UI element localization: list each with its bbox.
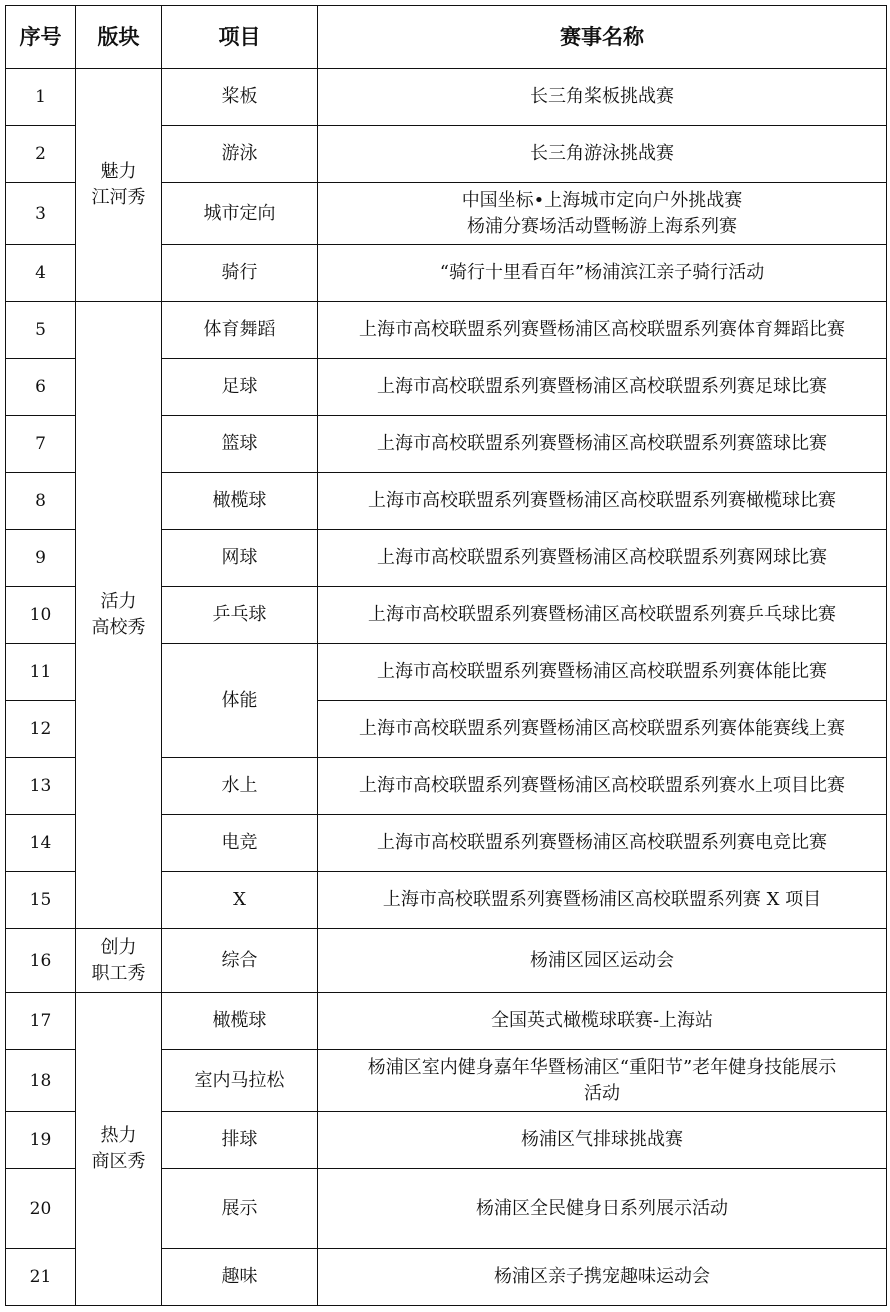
header-section: 版块 — [76, 6, 162, 69]
event-name-line: 杨浦区室内健身嘉年华暨杨浦区“重阳节”老年健身技能展示 — [367, 1056, 837, 1078]
section-label: 魅力 江河秀 — [91, 161, 146, 208]
event-name: 上海市高校联盟系列赛暨杨浦区高校联盟系列赛电竞比赛 — [318, 815, 887, 872]
row-number: 3 — [6, 183, 76, 245]
row-number: 6 — [6, 359, 76, 416]
event-name: 全国英式橄榄球联赛-上海站 — [318, 993, 887, 1050]
row-number: 7 — [6, 416, 76, 473]
header-item: 项目 — [162, 6, 318, 69]
section-label: 创力 职工秀 — [91, 936, 146, 984]
row-number: 17 — [6, 993, 76, 1050]
item-cell: 水上 — [162, 758, 318, 815]
item-cell: 足球 — [162, 359, 318, 416]
item-cell: 乒乓球 — [162, 587, 318, 644]
event-name: 上海市高校联盟系列赛暨杨浦区高校联盟系列赛网球比赛 — [318, 530, 887, 587]
item-cell: 橄榄球 — [162, 993, 318, 1050]
event-name: 杨浦区气排球挑战赛 — [318, 1112, 887, 1169]
event-name: 上海市高校联盟系列赛暨杨浦区高校联盟系列赛篮球比赛 — [318, 416, 887, 473]
event-name: 上海市高校联盟系列赛暨杨浦区高校联盟系列赛橄榄球比赛 — [318, 473, 887, 530]
event-name: 上海市高校联盟系列赛暨杨浦区高校联盟系列赛水上项目比赛 — [318, 758, 887, 815]
event-name: 上海市高校联盟系列赛暨杨浦区高校联盟系列赛体能比赛 — [318, 644, 887, 701]
row-number: 15 — [6, 872, 76, 929]
header-row — [6, 6, 887, 69]
events-table — [5, 5, 887, 1306]
section-label: 活力 高校秀 — [91, 591, 146, 638]
row-number: 9 — [6, 530, 76, 587]
row-number: 20 — [6, 1169, 76, 1249]
row-number: 18 — [6, 1050, 76, 1112]
item-cell: 体能 — [162, 644, 318, 758]
event-name: “骑行十里看百年”杨浦滨江亲子骑行活动 — [318, 245, 887, 302]
event-name: 长三角桨板挑战赛 — [318, 69, 887, 126]
row-number: 14 — [6, 815, 76, 872]
item-cell: 骑行 — [162, 245, 318, 302]
section-label: 热力 商区秀 — [91, 1125, 146, 1172]
item-cell: 网球 — [162, 530, 318, 587]
item-cell: 游泳 — [162, 126, 318, 183]
table-row — [6, 993, 887, 1050]
row-number: 10 — [6, 587, 76, 644]
table-row — [6, 69, 887, 126]
item-cell: 桨板 — [162, 69, 318, 126]
event-name-line: 杨浦分赛场活动暨畅游上海系列赛 — [467, 215, 737, 237]
event-name: 长三角游泳挑战赛 — [318, 126, 887, 183]
item-cell: 排球 — [162, 1112, 318, 1169]
item-cell: 城市定向 — [162, 183, 318, 245]
event-name-line: 中国坐标•上海城市定向户外挑战赛 — [461, 189, 743, 211]
event-name: 上海市高校联盟系列赛暨杨浦区高校联盟系列赛体能赛线上赛 — [318, 701, 887, 758]
item-cell: 趣味 — [162, 1249, 318, 1306]
header-no: 序号 — [6, 6, 76, 69]
row-number: 13 — [6, 758, 76, 815]
row-number: 16 — [6, 929, 76, 993]
event-name: 杨浦区园区运动会 — [318, 929, 887, 993]
event-name: 杨浦区亲子携宠趣味运动会 — [318, 1249, 887, 1306]
item-cell: X — [162, 872, 318, 929]
item-cell: 展示 — [162, 1169, 318, 1249]
row-number: 11 — [6, 644, 76, 701]
event-name: 上海市高校联盟系列赛暨杨浦区高校联盟系列赛乒乓球比赛 — [318, 587, 887, 644]
row-number: 1 — [6, 69, 76, 126]
row-number: 2 — [6, 126, 76, 183]
section-cell — [76, 69, 162, 302]
item-cell: 橄榄球 — [162, 473, 318, 530]
table-row — [6, 929, 887, 993]
header-name: 赛事名称 — [318, 6, 887, 69]
event-name: 上海市高校联盟系列赛暨杨浦区高校联盟系列赛体育舞蹈比赛 — [318, 302, 887, 359]
event-name: 杨浦区全民健身日系列展示活动 — [318, 1169, 887, 1249]
row-number: 19 — [6, 1112, 76, 1169]
table-row — [6, 302, 887, 359]
item-cell: 篮球 — [162, 416, 318, 473]
item-cell: 综合 — [162, 929, 318, 993]
event-name-line: 活动 — [584, 1082, 620, 1104]
item-cell: 体育舞蹈 — [162, 302, 318, 359]
section-cell — [76, 993, 162, 1306]
event-name: 上海市高校联盟系列赛暨杨浦区高校联盟系列赛 X 项目 — [318, 872, 887, 929]
item-cell: 电竞 — [162, 815, 318, 872]
event-name — [318, 1050, 887, 1112]
row-number: 8 — [6, 473, 76, 530]
event-name — [318, 183, 887, 245]
item-cell: 室内马拉松 — [162, 1050, 318, 1112]
row-number: 12 — [6, 701, 76, 758]
row-number: 21 — [6, 1249, 76, 1306]
event-name: 上海市高校联盟系列赛暨杨浦区高校联盟系列赛足球比赛 — [318, 359, 887, 416]
row-number: 4 — [6, 245, 76, 302]
section-cell — [76, 302, 162, 929]
section-cell — [76, 929, 162, 993]
row-number: 5 — [6, 302, 76, 359]
